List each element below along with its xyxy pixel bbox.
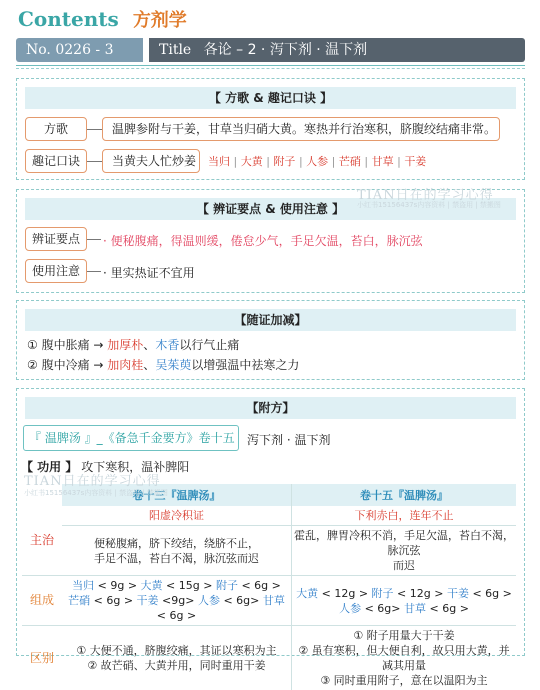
herb-name: 芒硝 bbox=[68, 594, 90, 607]
herb-dose: < 6g > bbox=[426, 602, 469, 615]
herb-dose: <9g> bbox=[159, 594, 198, 607]
qubie-col1: ① 大便不通，脐腹绞痛，其证以寒积为主 ② 故芒硝、大黄并用，同时重用干姜 bbox=[62, 626, 292, 690]
page-title bbox=[18, 6, 187, 36]
connector bbox=[87, 239, 101, 240]
zucheng-col1-line2 bbox=[64, 593, 289, 623]
herb-dose: < 9g > bbox=[94, 579, 140, 592]
table-row-qubie bbox=[22, 626, 516, 690]
title-bar bbox=[149, 38, 525, 62]
herb-dose: < 12g > bbox=[394, 587, 447, 600]
title-value: 各论 – 2 · 泻下剂 · 温下剂 bbox=[204, 42, 368, 58]
qubie-col2: ① 附子用量大于干姜 ② 虽有寒积，但大便自利，故只用大黄，并减其用量 ③ 同时重用附子，意在以温阳为主 bbox=[292, 626, 516, 690]
table-row-zhuzhi bbox=[22, 526, 516, 576]
fufang-category: 泻下剂 · 温下剂 bbox=[247, 431, 330, 448]
watermark: TIAN日在的学习心得 bbox=[24, 470, 161, 489]
koujue-herbs: 当归 | 大黄 | 附子 | 人参 | 芒硝 | 甘草 | 干姜 bbox=[208, 153, 426, 169]
herb-dose: < 12g > bbox=[318, 587, 371, 600]
herb-name: 大黄 bbox=[141, 579, 163, 592]
watermark-sub: 小红书15156437s内容资料 | 禁盗用 | 禁搬图 bbox=[357, 200, 501, 210]
connector bbox=[87, 161, 102, 162]
table-col2-sub: 下利赤白，连年不止 bbox=[292, 506, 516, 526]
herb-name: 干姜 bbox=[447, 587, 469, 600]
zucheng-col2-line2 bbox=[294, 601, 514, 616]
herb-name: 附子 bbox=[216, 579, 238, 592]
number-label: No. bbox=[26, 42, 51, 58]
section-fangge-title: 【 方歌 & 趣记口诀 】 bbox=[25, 87, 516, 109]
connector bbox=[87, 271, 101, 272]
row-label-zucheng: 组成 bbox=[22, 576, 62, 626]
title-en: Contents bbox=[18, 7, 119, 31]
herb-name: 当归 bbox=[72, 579, 94, 592]
herb-dose: < 6g > bbox=[157, 609, 196, 622]
koujue-label: 趣记口诀 bbox=[25, 149, 87, 173]
zucheng-col2-line1 bbox=[294, 586, 514, 601]
row-label-qubie: 区别 bbox=[22, 626, 62, 690]
gongyong: 【 功用 】 攻下寒积，温补脾阳 bbox=[21, 458, 189, 475]
fufang-name-box: 『 温脾汤 』_《备急千金要方》卷十五 bbox=[23, 425, 239, 451]
zucheng-col1-line1 bbox=[64, 578, 289, 593]
herb-name: 人参 bbox=[198, 594, 220, 607]
zucheng-col1 bbox=[62, 576, 292, 626]
zhuzhi-col1: 便秘腹痛，脐下绞结，绕脐不止， 手足不温，苔白不渴，脉沉弦而迟 bbox=[62, 526, 292, 576]
connector bbox=[87, 129, 102, 130]
table-row-zucheng bbox=[22, 576, 516, 626]
jiajian-line-2: ② 腹中冷痛 → 加肉桂、吴茱萸以增强温中祛寒之力 bbox=[27, 356, 299, 373]
title-label: Title bbox=[159, 42, 191, 58]
herb-name: 附子 bbox=[372, 587, 394, 600]
jiajian-line-1: ① 腹中胀痛 → 加厚朴、木香以行气止痛 bbox=[27, 336, 239, 353]
section-fufang-title: 【附方】 bbox=[25, 397, 516, 419]
table-col2-head: 卷十五『温脾汤』 bbox=[292, 484, 516, 506]
table-sub-row bbox=[22, 506, 516, 526]
bianzheng-label: 辨证要点 bbox=[25, 227, 87, 251]
herb-name: 人参 bbox=[339, 602, 361, 615]
table-col1-head: 卷十三『温脾汤』 bbox=[62, 484, 292, 506]
zucheng-col2 bbox=[292, 576, 516, 626]
koujue-text: 当黄夫人忙炒姜 bbox=[102, 149, 200, 173]
row-label-zhuzhi: 主治 bbox=[22, 506, 62, 576]
herb-dose: < 6g > bbox=[238, 579, 281, 592]
zhuyi-label: 使用注意 bbox=[25, 259, 87, 283]
zhuyi-text: · 里实热证不宜用 bbox=[103, 264, 195, 281]
header-divider bbox=[16, 65, 525, 66]
zhuzhi-col2: 霍乱，脾胃冷积不消，手足欠温，苔白不渴，脉沉弦 而迟 bbox=[292, 526, 516, 576]
number-value: 0226 - 3 bbox=[55, 42, 113, 58]
header-divider-dashed bbox=[16, 68, 525, 69]
herb-dose: < 6g > bbox=[469, 587, 512, 600]
title-cn: 方剂学 bbox=[133, 6, 187, 32]
fangge-text: 温脾参附与干姜，甘草当归硝大黄。寒热并行治寒积，脐腹绞结痛非常。 bbox=[102, 117, 500, 141]
herb-dose: < 6g> bbox=[361, 602, 404, 615]
bianzheng-text: · 便秘腹痛，得温则缓，倦怠少气，手足欠温，苔白，脉沉弦 bbox=[103, 232, 423, 249]
number-bar bbox=[16, 38, 143, 62]
herb-dose: < 6g > bbox=[90, 594, 136, 607]
herb-name: 大黄 bbox=[296, 587, 318, 600]
watermark: TIAN日在的学习心得 bbox=[357, 184, 494, 203]
herb-dose: < 15g > bbox=[163, 579, 216, 592]
herb-dose: < 6g> bbox=[220, 594, 263, 607]
herb-name: 干姜 bbox=[137, 594, 159, 607]
section-jiajian-title: 【随证加减】 bbox=[25, 309, 516, 331]
section-fangge bbox=[16, 78, 525, 180]
fangge-label: 方歌 bbox=[25, 117, 87, 141]
table-col1-sub: 阳虚冷积证 bbox=[62, 506, 292, 526]
section-bianzheng-title: 【 辨证要点 & 使用注意 】 bbox=[25, 198, 516, 220]
comparison-table bbox=[22, 484, 516, 690]
watermark-sub: 小红书15156437s内容资料 | 禁盗用 | 禁搬图 bbox=[24, 488, 168, 498]
section-jiajian bbox=[16, 300, 525, 380]
herb-name: 甘草 bbox=[404, 602, 426, 615]
herb-name: 甘草 bbox=[263, 594, 285, 607]
